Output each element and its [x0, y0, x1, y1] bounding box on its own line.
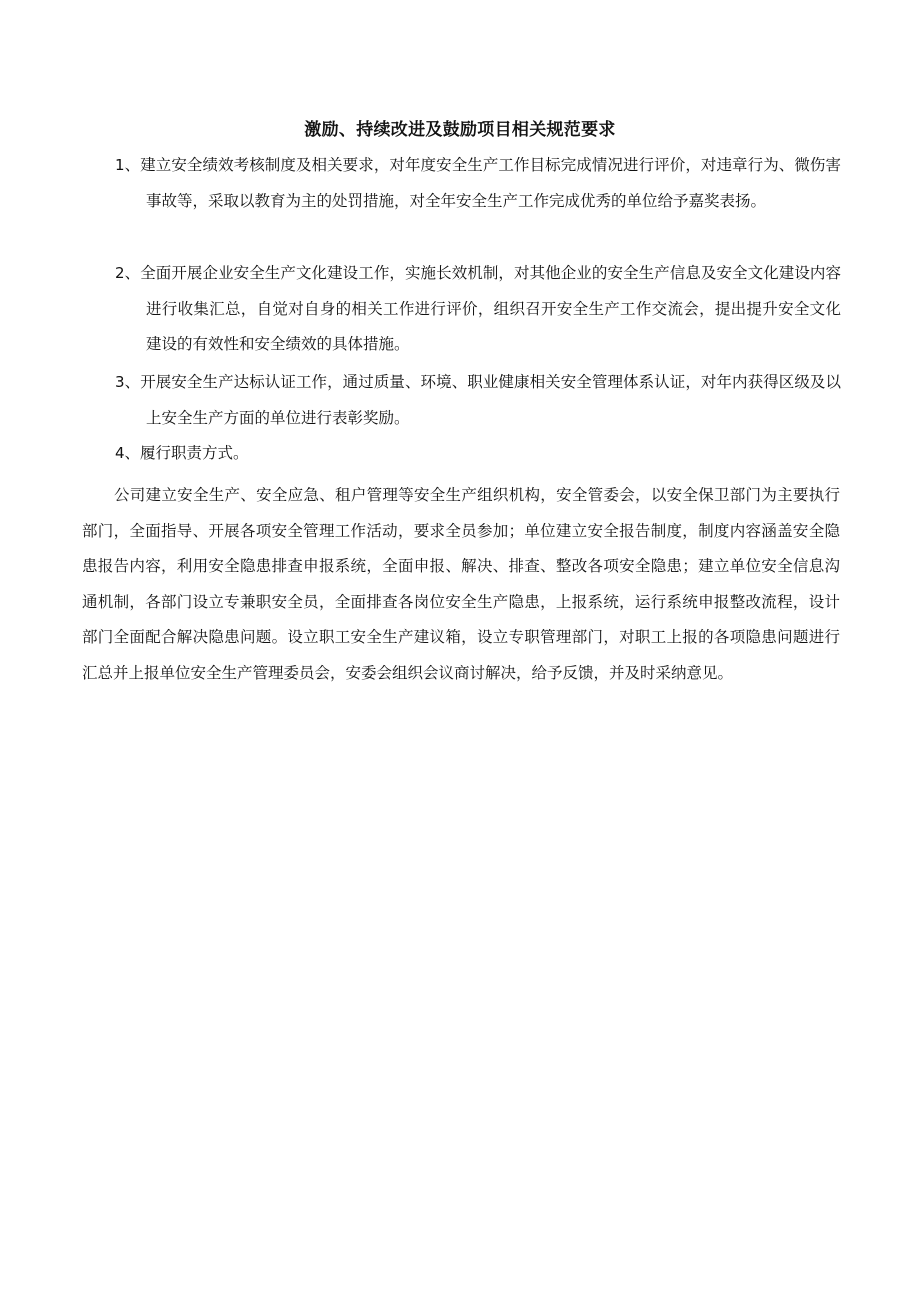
list-item-1	[115, 148, 841, 219]
list-item-number: 1	[115, 156, 125, 174]
list-item-text: 、建立安全绩效考核制度及相关要求，对年度安全生产工作目标完成情况进行评价，对违章行为、微伤害事故等，采取以教育为主的处罚措施，对全年安全生产工作完成优秀的单位给予嘉奖表扬。	[124, 156, 841, 210]
list-item-text: 、履行职责方式。	[124, 444, 249, 462]
body-paragraph: 公司建立安全生产、安全应急、租户管理等安全生产组织机构，安全管委会，以安全保卫部门为主要执行部门，全面指导、开展各项安全管理工作活动，要求全员参加；单位建立安全报告制度，制度内容涵盖安全隐患报告内容，利用安全隐患排查申报系统，全面申报、解决、排查、整改各项安全隐患；建立单位安全信息沟通机制，各部门设立专兼职安全员，全面排查各岗位安全生产隐患，上报系统，运行系统申报整改流程，设计部门全面配合解决隐患问题。设立职工安全生产建议箱，设立专职管理部门，对职工上报的各项隐患问题进行汇总并上报单位安全生产管理委员会，安委会组织会议商讨解决，给予反馈，并及时采纳意见。	[82, 486, 840, 682]
list-item-4	[115, 436, 841, 472]
document-title: 激励、持续改进及鼓励项目相关规范要求	[304, 120, 616, 140]
list-item-2	[115, 256, 841, 363]
list-item-text: 、全面开展企业安全生产文化建设工作，实施长效机制，对其他企业的安全生产信息及安全文化建设内容进行收集汇总，自觉对自身的相关工作进行评价，组织召开安全生产工作交流会，提出提升安全文化建设的有效性和安全绩效的具体措施。	[124, 264, 841, 353]
list-item-number: 2	[115, 264, 125, 282]
list-item-text: 、开展安全生产达标认证工作，通过质量、环境、职业健康相关安全管理体系认证，对年内获得区级及以上安全生产方面的单位进行表彰奖励。	[124, 373, 841, 427]
list-item-number: 4	[115, 444, 125, 462]
list-item-3	[115, 365, 841, 436]
list-item-number: 3	[115, 373, 125, 391]
